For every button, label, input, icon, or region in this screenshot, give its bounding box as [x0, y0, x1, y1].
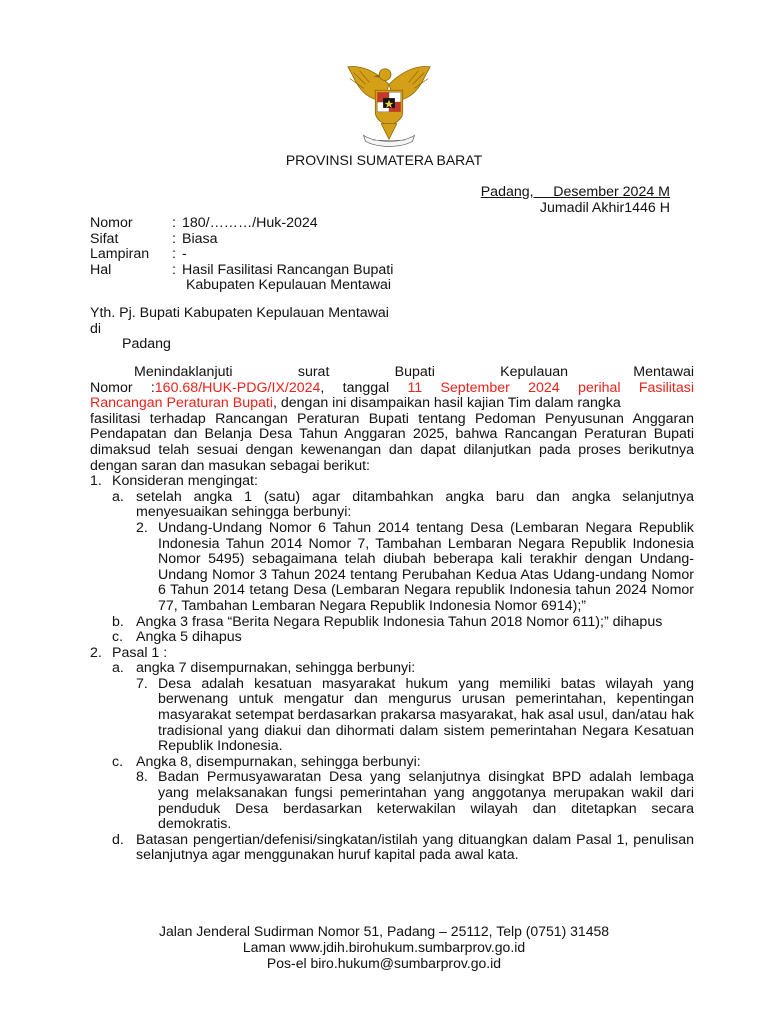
- item-text: angka 7 disempurnakan, sehingga berbunyi:: [136, 660, 416, 677]
- meta-row-hal: [90, 263, 393, 279]
- intro-line-3: [90, 396, 694, 412]
- meta-value: Kabupaten Kepulauan Mentawai: [182, 277, 392, 293]
- meta-key: Lampiran: [90, 246, 150, 262]
- item-number: 7.: [136, 675, 148, 692]
- meta-sep: :: [172, 215, 176, 231]
- meta-value: 180/………/Huk-2024: [182, 215, 318, 231]
- ref-date-subject: 11 September 2024 perihal Fasilitasi: [407, 379, 695, 396]
- addressee-name: Yth. Pj. Bupati Kabupaten Kepulauan Mentawai: [90, 305, 389, 321]
- list-item: [112, 615, 694, 631]
- item-text: Badan Permusyawaratan Desa yang selanjutnya disingkat BPD adalah lembaga yang melaksanakan fungsi pemerintahan yang anggotanya merupakan wakil dari penduduk Desa berdasarkan keterwakilan wilayah dan ditetapkan secara demokratis.: [158, 769, 694, 833]
- intro-line-2: [90, 381, 694, 397]
- meta-value: -: [182, 246, 187, 262]
- list-item: [136, 521, 694, 615]
- list-item: [112, 833, 694, 864]
- meta-key: Nomor: [90, 215, 133, 231]
- meta-row-lampiran: [90, 247, 393, 263]
- meta-row-nomor: [90, 216, 393, 232]
- item-text: Batasan pengertian/defenisi/singkatan/istilah yang dituangkan dalam Pasal 1, penulisan selanjutnya agar menggunakan huruf kapital pada awal kata.: [136, 831, 694, 864]
- item-number: a.: [112, 488, 124, 505]
- letter-footer: [0, 923, 768, 971]
- item-number: 8.: [136, 769, 148, 786]
- intro-text: Menindaklanjuti surat Bupati Kepulauan Mentawai: [134, 364, 694, 380]
- intro-line-1: [90, 365, 694, 381]
- meta-sep: :: [172, 261, 176, 278]
- garuda-emblem: [340, 55, 438, 153]
- item-number: 1.: [90, 473, 102, 490]
- meta-value: Hasil Fasilitasi Rancangan Bupati: [182, 261, 394, 278]
- list-item: [136, 770, 694, 832]
- item-text: Konsideran mengingat:: [112, 473, 258, 490]
- item-text: Desa adalah kesatuan masyarakat hukum yang memiliki batas wilayah yang berwenang untuk mengatur dan mengurus urusan pemerintahan, kepentingan masyarakat setempat berdasarkan prakarsa masyarakat, hak asal usul, dan/atau hak tradisional yang diakui dan dihormati dalam sistem pemerintahan Negara Kesatuan Republik Indonesia.: [158, 675, 694, 755]
- date-hijri: Jumadil Akhir1446 H: [539, 200, 670, 216]
- item-text: Undang-Undang Nomor 6 Tahun 2014 tentang Desa (Lembaran Negara Republik Indonesia Tahun 2014 Nomor 7, Tambahan Lembaran Negara Republik Indonesia Nomor 5495) sebagaimana telah diubah beberapa kali terakhir dengan Undang-Undang Nomor 3 Tahun 2024 tentang Perubahan Kedua Atas Udang-undang Nomor 6 Tahun 2014 tetang Desa (Lembaran Negara republik Indonesia tahun 2024 Nomor 77, Tambahan Lembaran Negara Republik Indonesia Nomor 6914);”: [158, 519, 694, 614]
- item-text: Angka 3 frasa “Berita Negara Republik Indonesia Tahun 2018 Nomor 611);” dihapus: [136, 613, 663, 630]
- item-text: setelah angka 1 (satu) agar ditambahkan angka baru dan angka selanjutnya menyesuaikan sehingga berbunyi:: [136, 488, 694, 521]
- item-number: a.: [112, 660, 124, 677]
- addressee-place: Padang: [122, 336, 171, 352]
- date-gregorian: Padang, Desember 2024 M: [480, 184, 670, 200]
- intro-rest: fasilitasi terhadap Rancangan Peraturan Bupati tentang Pedoman Penyusunan Anggaran Pendapatan dan Belanja Desa Tahun Anggaran 2025, bahwa Rancangan Peraturan Bupati dimaksud telah sesuai dengan kewenangan dan dapat dilanjutkan pada proses berikutnya dengan saran dan masukan sebagai berikut:: [90, 410, 694, 474]
- item-text: Angka 5 dihapus: [136, 629, 242, 646]
- item-number: c.: [112, 629, 124, 646]
- item-number: b.: [112, 613, 124, 630]
- item-number: 2.: [90, 644, 102, 661]
- list-item: [90, 646, 694, 662]
- meta-key: Sifat: [90, 230, 119, 247]
- item-number: d.: [112, 831, 124, 848]
- ref-number: 160.68/HUK-PDG/IX/2024: [154, 379, 321, 396]
- meta-value: Biasa: [182, 230, 218, 247]
- list-item: [112, 661, 694, 677]
- meta-key: Hal: [90, 261, 112, 278]
- list-item: [112, 490, 694, 521]
- item-text: Angka 8, disempurnakan, sehingga berbunyi:: [136, 753, 421, 770]
- footer-website: Laman www.jdih.birohukum.sumbarprov.go.id: [242, 939, 526, 955]
- date-block: [440, 184, 670, 216]
- item-number: c.: [112, 753, 124, 770]
- item-text: Pasal 1 :: [112, 644, 168, 661]
- footer-address: Jalan Jenderal Sudirman Nomor 51, Padang – 25112, Telp (0751) 31458: [158, 923, 610, 939]
- list-item: [112, 630, 694, 646]
- intro-text: , dengan ini disampaikan hasil kajian Tim dalam rangka: [273, 395, 621, 412]
- meta-row-hal-cont: [90, 278, 393, 294]
- letter-meta: [90, 216, 393, 294]
- list-item: [112, 755, 694, 771]
- letter-body: [90, 365, 694, 864]
- intro-text: Nomor :: [90, 379, 155, 396]
- item-number: 2.: [136, 519, 148, 536]
- addressee-di: di: [90, 320, 102, 337]
- meta-row-sifat: [90, 232, 393, 248]
- province-title: PROVINSI SUMATERA BARAT: [285, 152, 483, 168]
- footer-email: Pos-el biro.hukum@sumbarprov.go.id: [266, 955, 502, 971]
- ref-subject: Rancangan Peraturan Bupati: [90, 395, 273, 412]
- list-item: [90, 474, 694, 490]
- meta-sep: :: [172, 246, 176, 262]
- meta-sep: :: [172, 230, 176, 247]
- meta-key: [90, 278, 172, 294]
- intro-text: , tanggal: [320, 379, 408, 396]
- list-item: [136, 677, 694, 755]
- addressee: [90, 306, 389, 353]
- meta-sep: [172, 278, 182, 294]
